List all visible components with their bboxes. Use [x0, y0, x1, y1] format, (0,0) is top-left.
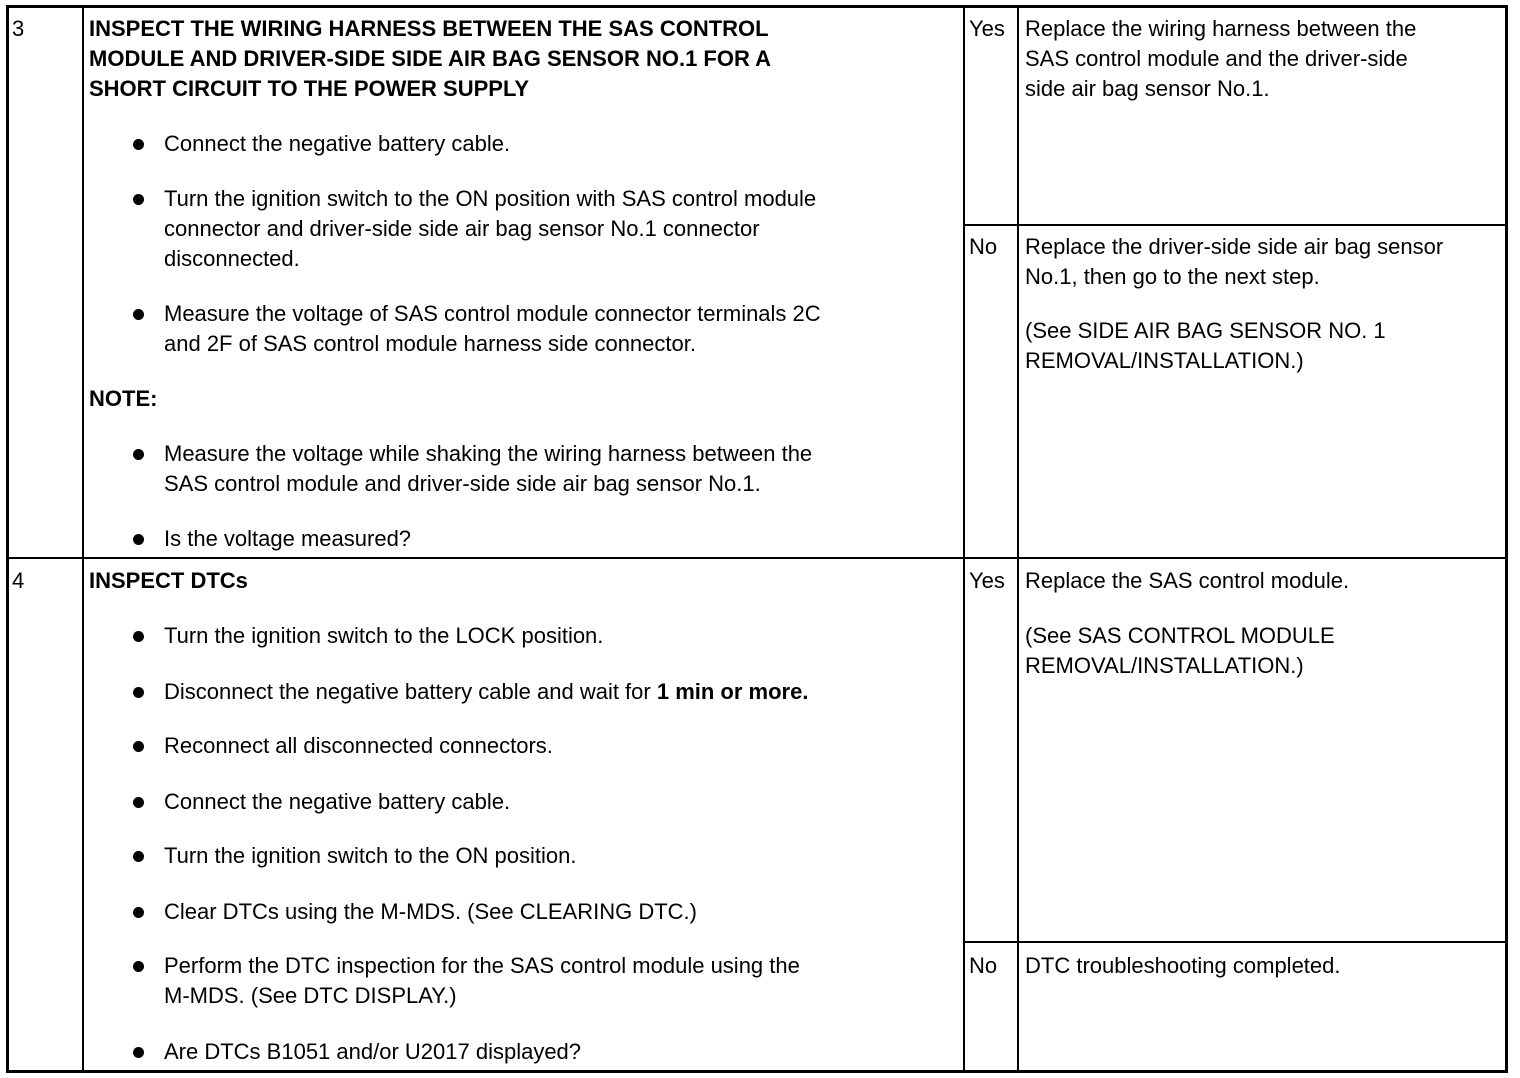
procedure-step: Connect the negative battery cable. — [164, 131, 511, 156]
step-heading-line: SHORT CIRCUIT TO THE POWER SUPPLY — [89, 76, 530, 101]
procedure-step: Turn the ignition switch to the ON position. — [164, 843, 577, 868]
wait-time: 1 min or more. — [656, 679, 809, 704]
bullet-icon — [133, 194, 144, 205]
yes-action: Replace the wiring harness between the — [1025, 16, 1417, 41]
no-action: Replace the driver-side side air bag sensor — [1025, 234, 1444, 259]
bullet-icon — [133, 741, 144, 752]
procedure-step — [164, 677, 808, 707]
procedure-step: Measure the voltage of SAS control module connector terminals 2C — [164, 301, 821, 326]
yes-action: side air bag sensor No.1. — [1025, 76, 1270, 101]
col-divider-step — [82, 5, 84, 1073]
procedure-step: Reconnect all disconnected connectors. — [164, 733, 553, 758]
procedure-step-cont: and 2F of SAS control module harness side connector. — [164, 331, 696, 356]
yes-reference: (See SAS CONTROL MODULE — [1025, 623, 1335, 648]
bullet-icon — [133, 851, 144, 862]
procedure-step: Clear DTCs using the M-MDS. (See CLEARING DTC.) — [164, 899, 697, 924]
bullet-icon — [133, 687, 144, 698]
col-divider-action — [1017, 5, 1019, 1073]
no-action: DTC troubleshooting completed. — [1025, 953, 1341, 978]
no-reference: (See SIDE AIR BAG SENSOR NO. 1 — [1025, 318, 1386, 343]
note-label: NOTE: — [89, 386, 158, 411]
col-divider-result — [963, 5, 965, 1073]
procedure-step-cont: M-MDS. (See DTC DISPLAY.) — [164, 983, 457, 1008]
no-action: No.1, then go to the next step. — [1025, 264, 1320, 289]
procedure-step: Measure the voltage while shaking the wiring harness between the — [164, 441, 813, 466]
bullet-icon — [133, 534, 144, 545]
step-heading: INSPECT DTCs — [89, 568, 248, 593]
procedure-step-cont: disconnected. — [164, 246, 300, 271]
procedure-question: Is the voltage measured? — [164, 526, 412, 551]
procedure-step: Perform the DTC inspection for the SAS control module using the — [164, 953, 800, 978]
bullet-icon — [133, 1047, 144, 1058]
bullet-icon — [133, 631, 144, 642]
procedure-step-text: Disconnect the negative battery cable and wait for — [164, 679, 657, 704]
procedure-question: Are DTCs B1051 and/or U2017 displayed? — [164, 1039, 582, 1064]
bullet-icon — [133, 797, 144, 808]
yes-action: SAS control module and the driver-side — [1025, 46, 1408, 71]
no-label: No — [969, 234, 998, 259]
bullet-icon — [133, 907, 144, 918]
step-heading-line: INSPECT THE WIRING HARNESS BETWEEN THE SAS CONTROL — [89, 16, 769, 41]
bullet-icon — [133, 309, 144, 320]
bullet-icon — [133, 449, 144, 460]
bullet-icon — [133, 961, 144, 972]
procedure-step-cont: SAS control module and driver-side side air bag sensor No.1. — [164, 471, 761, 496]
yes-label: Yes — [969, 16, 1005, 41]
step-number: 3 — [12, 16, 25, 41]
yes-action: Replace the SAS control module. — [1025, 568, 1350, 593]
no-reference: REMOVAL/INSTALLATION.) — [1025, 348, 1304, 373]
procedure-step: Connect the negative battery cable. — [164, 789, 511, 814]
step-heading-line: MODULE AND DRIVER-SIDE SIDE AIR BAG SENSOR NO.1 FOR A — [89, 46, 772, 71]
yes-reference: REMOVAL/INSTALLATION.) — [1025, 653, 1304, 678]
step-number: 4 — [12, 568, 25, 593]
yes-no-divider-4 — [963, 941, 1508, 943]
procedure-step: Turn the ignition switch to the ON position with SAS control module — [164, 186, 817, 211]
yes-label: Yes — [969, 568, 1005, 593]
yes-no-divider-3 — [963, 224, 1508, 226]
bullet-icon — [133, 139, 144, 150]
no-label: No — [969, 953, 998, 978]
procedure-step: Turn the ignition switch to the LOCK position. — [164, 623, 604, 648]
row-divider — [6, 557, 1508, 559]
procedure-step-cont: connector and driver-side side air bag sensor No.1 connector — [164, 216, 760, 241]
